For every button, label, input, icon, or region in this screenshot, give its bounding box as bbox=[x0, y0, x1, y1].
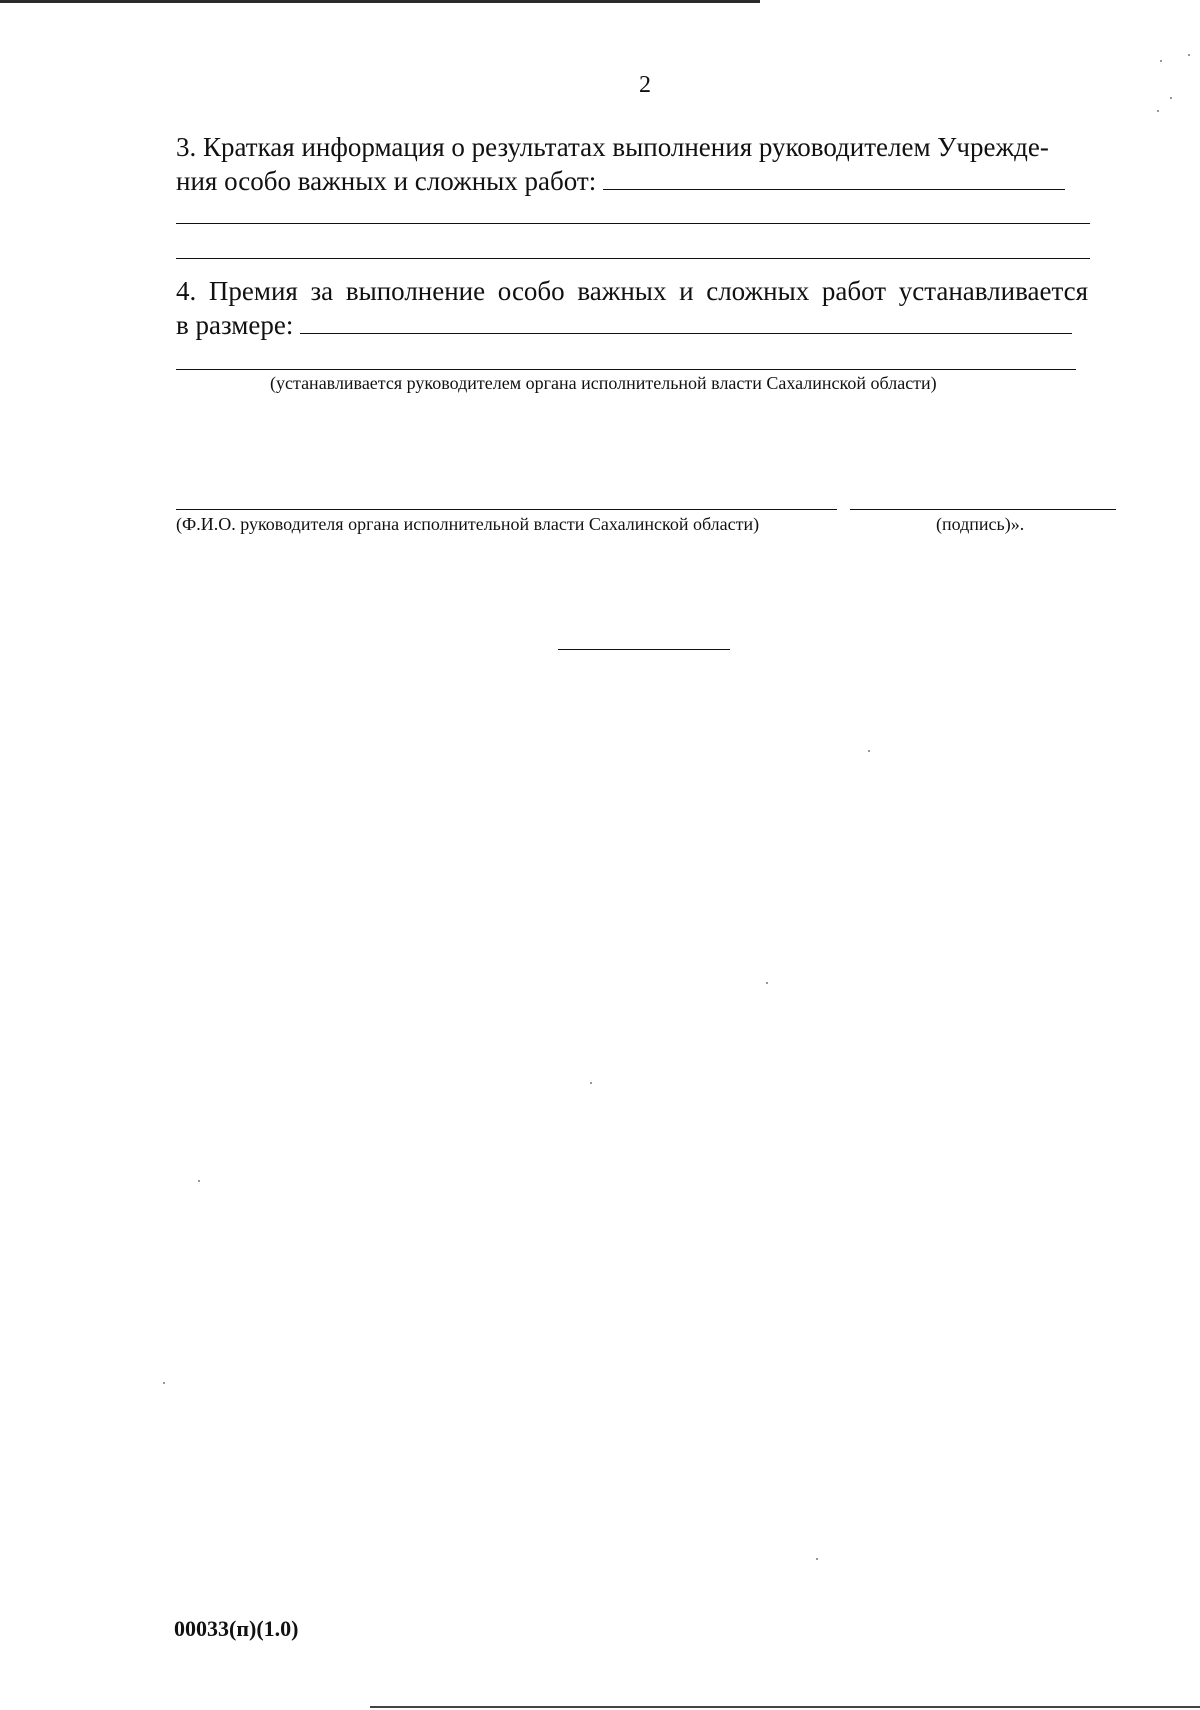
official-name-caption: (Ф.И.О. руководителя органа исполнительной власти Сахалинской области) bbox=[176, 514, 760, 534]
signature-caption: (подпись)». bbox=[936, 514, 1025, 534]
section-3-fill-line-3 bbox=[176, 258, 1090, 259]
section-4-line-2 bbox=[176, 308, 1088, 342]
section-4-paragraph bbox=[176, 274, 1088, 342]
scan-speck bbox=[1160, 60, 1162, 62]
section-4-line-2-text: в размере: bbox=[176, 310, 294, 340]
signature-line bbox=[850, 509, 1116, 510]
section-3-line-1: 3. Краткая информация о результатах выполнения руководителем Учрежде- bbox=[176, 132, 1049, 162]
section-4-fill-blank bbox=[300, 332, 1072, 334]
scan-speck bbox=[198, 1180, 200, 1182]
scan-speck bbox=[816, 1558, 818, 1560]
section-4-fill-line-2 bbox=[176, 369, 1076, 370]
official-name-line bbox=[176, 509, 837, 510]
scan-edge-bottom bbox=[370, 1706, 1200, 1708]
page-number: 2 bbox=[639, 72, 651, 98]
section-3-line-2-text: ния особо важных и сложных работ: bbox=[176, 166, 597, 196]
section-3-fill-line-2 bbox=[176, 223, 1090, 224]
scan-speck bbox=[766, 982, 768, 984]
section-3-line-2 bbox=[176, 164, 1088, 198]
scan-speck bbox=[163, 1382, 165, 1384]
scan-edge-top bbox=[0, 0, 760, 3]
section-4-line-1: 4. Премия за выполнение особо важных и сложных работ устанавливается bbox=[176, 276, 1088, 306]
form-code: 00033(п)(1.0) bbox=[174, 1616, 299, 1641]
scan-speck bbox=[868, 750, 870, 752]
scan-speck bbox=[1170, 97, 1172, 99]
scan-speck bbox=[1188, 54, 1190, 56]
scan-speck bbox=[1157, 110, 1159, 112]
end-separator-line bbox=[558, 649, 730, 650]
scan-speck bbox=[590, 1082, 592, 1084]
section-3-paragraph bbox=[176, 130, 1088, 198]
section-4-caption: (устанавливается руководителем органа исполнительной власти Сахалинской области) bbox=[270, 373, 937, 393]
section-3-fill-blank bbox=[603, 188, 1065, 190]
